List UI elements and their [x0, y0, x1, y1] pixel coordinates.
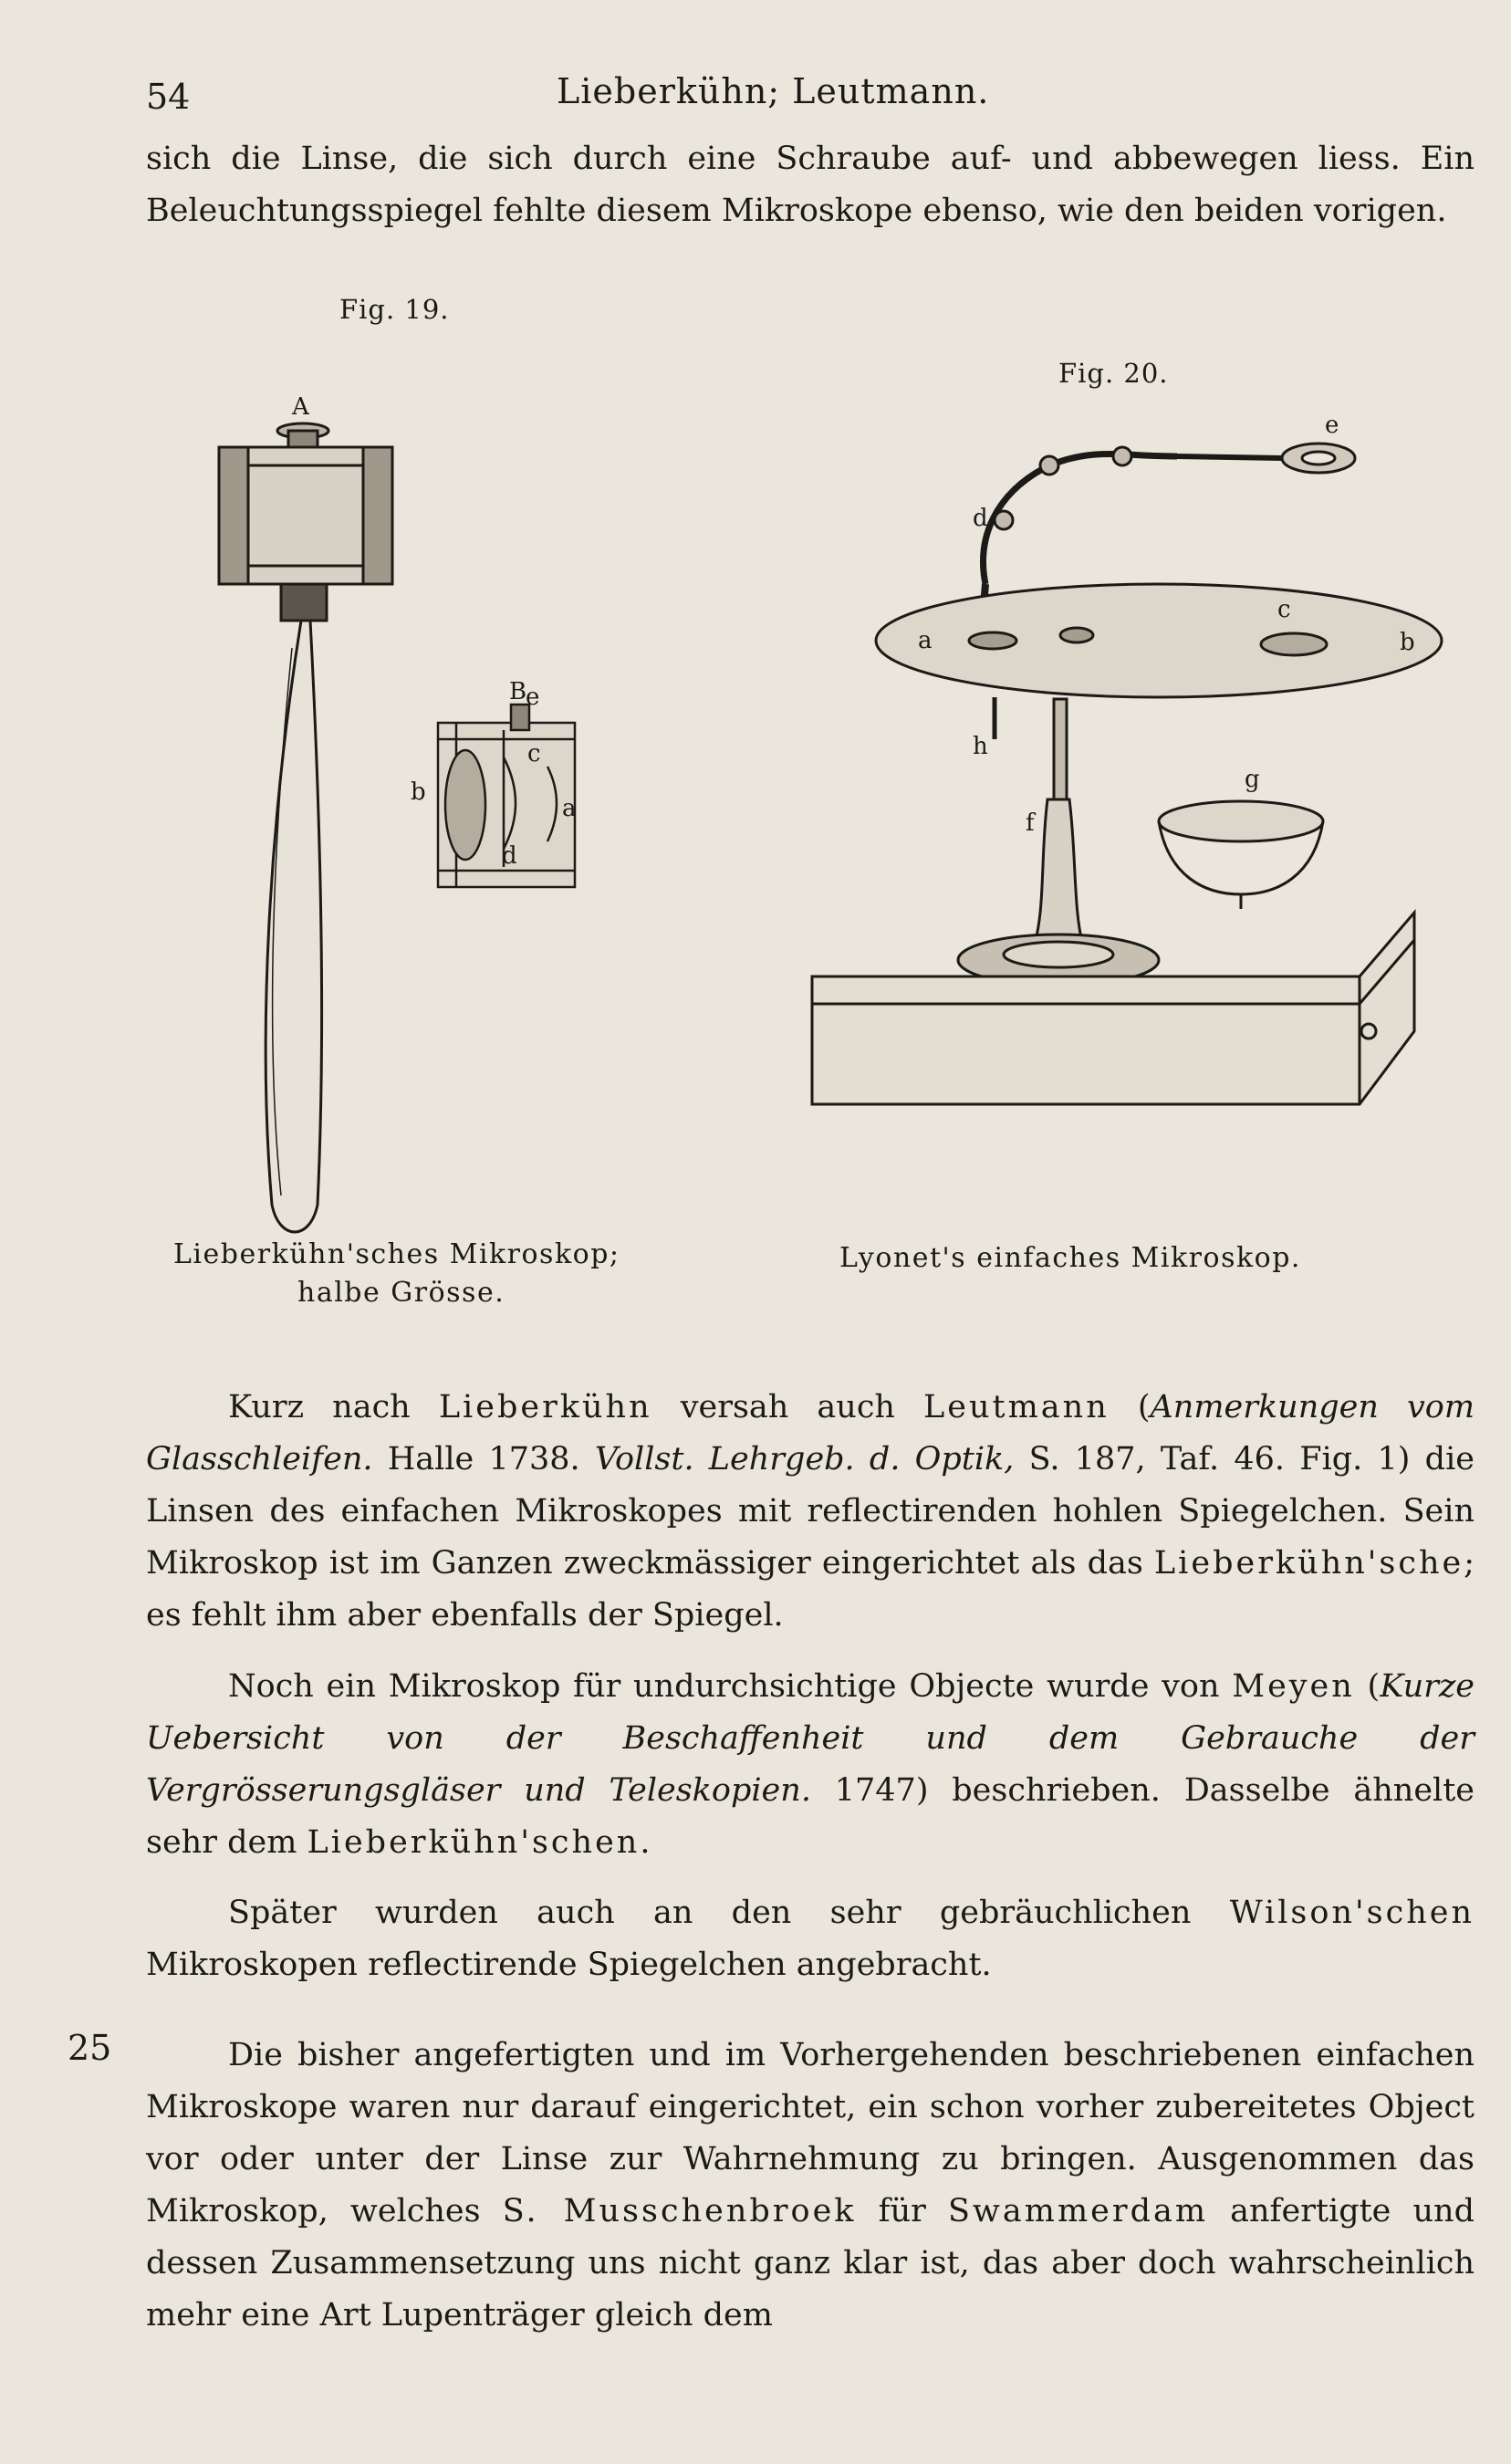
- p4-text-2: für: [856, 2193, 948, 2229]
- fig19-caption: [173, 1236, 620, 1312]
- fig20-letter-g: g: [1245, 766, 1260, 793]
- page-number: 54: [146, 77, 191, 117]
- fig19-letter-b: b: [411, 778, 426, 806]
- fig20-caption: Lyonet's einfaches Mikroskop.: [839, 1242, 1301, 1274]
- p2-name-lieberkuehnschen: Lieberkühn'schen: [307, 1824, 641, 1861]
- p2-citation-title: Kurze Uebersicht von der Beschaffenheit und dem Gebrauche der Vergrösserungsgläser und Teleskopien.: [146, 1668, 1475, 1809]
- p2-name-meyen: Meyen: [1232, 1668, 1355, 1705]
- fig20-letter-e: e: [1325, 412, 1339, 439]
- p1-text-6: ; es fehlt ihm aber ebenfalls der Spiegel.: [146, 1545, 1475, 1634]
- fig19-letter-d: d: [502, 842, 517, 870]
- p3-text-1: Später wurden auch an den sehr gebräuchlichen: [228, 1895, 1230, 1931]
- p4-name-swammerdam: Swammerdam: [947, 2193, 1209, 2229]
- p4-name-musschenbroek: S. Musschenbroek: [502, 2193, 857, 2229]
- paragraph-meyen: [146, 1661, 1475, 1869]
- p2-text-2: (: [1354, 1668, 1381, 1705]
- fig19-caption-line1: Lieberkühn'sches Mikroskop;: [173, 1238, 620, 1270]
- p1-name-lieberkuehnsche: Lieberkühn'sche: [1153, 1545, 1464, 1582]
- fig20-letter-f: f: [1026, 809, 1035, 837]
- intro-paragraph: sich die Linse, die sich durch eine Schraube auf- und abbewegen liess. Ein Beleuchtungsspiegel fehlte diesem Mikroskope ebenso, wie den beiden vorigen.: [146, 141, 1475, 229]
- p1-text-5: S. 187, Taf. 46. Fig. 1) die Linsen des einfachen Mikroskopes mit reflectirenden hohlen Spiegelchen. Sein Mikroskop ist im Ganzen zweckmässiger eingerichtet als das: [146, 1441, 1475, 1582]
- p1-text-1: Kurz nach: [228, 1389, 439, 1425]
- fig20-illustration: [794, 402, 1451, 1223]
- paragraph-wilson: [146, 1887, 1475, 1991]
- p1-text-4: Halle 1738.: [372, 1441, 595, 1477]
- p1-text-3: (: [1109, 1389, 1151, 1425]
- fig20-letter-d: d: [973, 505, 988, 532]
- page-header: [146, 71, 1478, 126]
- margin-section-number: 25: [68, 2028, 112, 2068]
- p2-text-1: Noch ein Mikroskop für undurchsichtige Objecte wurde von: [228, 1668, 1233, 1705]
- p4-text-1: Die bisher angefertigten und im Vorhergehenden beschriebenen einfachen Mikroskope waren nur darauf eingerichtet, ein schon vorher zubereitetes Object vor oder unter der Linse zur Wahrnehmung zu bringen. Ausgenommen das Mikroskop, welches: [146, 2037, 1475, 2229]
- p1-name-leutmann: Leutmann: [923, 1389, 1110, 1425]
- fig19-letter-c: c: [527, 740, 541, 767]
- p2-text-4: .: [640, 1824, 651, 1861]
- p1-text-2: versah auch: [651, 1389, 924, 1425]
- paragraph-simple-microscopes: [146, 2030, 1475, 2342]
- fig20-letter-b: b: [1400, 629, 1415, 656]
- paragraph-leutmann: [146, 1382, 1475, 1642]
- fig19-letter-e: e: [526, 684, 540, 711]
- fig19-letter-a: a: [562, 795, 577, 822]
- p1-citation-book: Vollst. Lehrgeb. d. Optik,: [594, 1441, 1015, 1477]
- p1-name-lieberkuehn: Lieberkühn: [438, 1389, 652, 1425]
- p2-text-3: 1747) beschrieben. Dasselbe ähnelte sehr dem: [146, 1772, 1475, 1861]
- fig19-letter-A: A: [292, 393, 309, 421]
- fig20-label: Fig. 20.: [1058, 358, 1169, 389]
- fig19-label: Fig. 19.: [339, 294, 450, 325]
- p3-name-wilson: Wilson'schen: [1229, 1895, 1475, 1931]
- p4-text-3: anfertigte und dessen Zusammensetzung uns nicht ganz klar ist, das aber doch wahrscheinlich mehr eine Art Lupenträger gleich dem: [146, 2193, 1475, 2333]
- fig19-letter-B: B: [509, 678, 527, 705]
- fig20-letter-h: h: [973, 733, 988, 760]
- fig19-caption-line2: halbe Grösse.: [297, 1277, 505, 1309]
- fig20-letter-c: c: [1277, 596, 1291, 623]
- running-title: Lieberkühn; Leutmann.: [557, 71, 990, 111]
- p1-citation-title: Anmerkungen vom Glasschleifen.: [146, 1389, 1475, 1477]
- p3-text-2: Mikroskopen reflectirende Spiegelchen angebracht.: [146, 1947, 992, 1983]
- fig19-illustration: [164, 374, 675, 1287]
- fig20-letter-a: a: [918, 627, 933, 654]
